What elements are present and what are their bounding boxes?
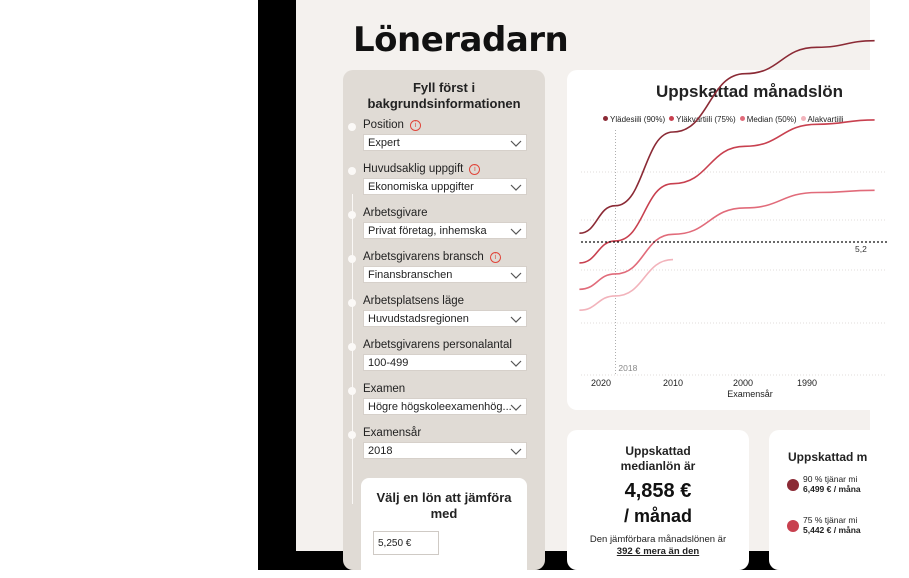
app-screen [296, 0, 870, 557]
monitor-bezel-left [258, 0, 296, 570]
field-label-text: Position [363, 119, 404, 131]
select-value: 2018 [368, 445, 393, 457]
field-select[interactable] [363, 266, 527, 283]
field-select[interactable] [363, 398, 527, 415]
select-value: Ekonomiska uppgifter [368, 181, 474, 193]
median-title-line1: Uppskattad [625, 444, 691, 458]
timeline-dot [348, 431, 356, 439]
chevron-down-icon [510, 269, 522, 281]
select-value: Huvudstadsregionen [368, 313, 469, 325]
median-title [567, 444, 749, 474]
chevron-down-icon [510, 401, 522, 413]
field-label-text: Huvudsaklig uppgift [363, 163, 464, 175]
median-salary-unit: / månad [623, 506, 693, 526]
timeline-dot [348, 167, 356, 175]
field-select[interactable] [363, 178, 527, 195]
x-tick-label: 2010 [662, 378, 684, 388]
field-label [363, 119, 421, 131]
salary-line-chart [567, 70, 887, 410]
legend-label: Ylädesiili (90%) [610, 115, 666, 124]
field-label [363, 251, 501, 263]
select-value: Privat företag, inhemska [368, 225, 487, 237]
x-tick-label: 2020 [590, 378, 612, 388]
timeline-dot [348, 343, 356, 351]
timeline-dot [348, 211, 356, 219]
x-tick-label: 2000 [732, 378, 754, 388]
compare-title-line2: med [430, 506, 458, 521]
x-tick-label: 1990 [796, 378, 818, 388]
legend-label: Alakvartiili [807, 115, 844, 124]
percentile-line1: 75 % tjänar mi [803, 515, 858, 525]
percentile-text [803, 515, 861, 535]
timeline-dot [348, 123, 356, 131]
select-value: Högre högskoleexamenhög... [368, 401, 512, 413]
field-select[interactable] [363, 354, 527, 371]
percentile-title: Uppskattad m [788, 450, 868, 464]
chevron-down-icon [510, 137, 522, 149]
marker-label: 2018 [618, 363, 638, 373]
timeline-dot [348, 299, 356, 307]
field-label-text: Arbetsplatsens läge [363, 295, 465, 307]
compare-title-line1: Välj en lön att jämföra [376, 490, 512, 505]
chevron-down-icon [510, 313, 522, 325]
salary-chart-card [567, 70, 887, 410]
compare-title [361, 490, 527, 522]
timeline-dot [348, 255, 356, 263]
field-select[interactable] [363, 310, 527, 327]
compare-salary-box [361, 478, 527, 578]
percentile-dot [787, 479, 799, 491]
reference-label: 5,2 [855, 244, 867, 254]
field-label-text: Examen [363, 383, 406, 395]
chart-title: Uppskattad månadslön [656, 82, 844, 101]
median-salary-card [567, 430, 749, 570]
median-desc-line1: Den jämförbara månadslönen är [589, 534, 727, 545]
page-title: Löneradarn [353, 20, 569, 60]
chevron-down-icon [510, 357, 522, 369]
select-value: 100-499 [368, 357, 409, 369]
median-comparison-text [575, 534, 741, 558]
field-select[interactable] [363, 134, 527, 151]
field-label-text: Arbetsgivarens bransch [363, 251, 484, 263]
background-info-panel [343, 70, 545, 570]
select-value: Finansbranschen [368, 269, 453, 281]
field-select[interactable] [363, 222, 527, 239]
info-circle-icon[interactable]: i [410, 120, 421, 131]
chevron-down-icon [510, 225, 522, 237]
percentile-card [769, 430, 909, 570]
chevron-down-icon [510, 181, 522, 193]
field-label-text: Examensår [363, 427, 422, 439]
form-heading [343, 80, 545, 112]
median-desc-bold: 392 € mera än den [616, 546, 700, 557]
field-label [363, 295, 464, 307]
legend-label: Median (50%) [746, 115, 797, 124]
field-label-text: Arbetsgivarens personalantal [363, 339, 512, 351]
info-circle-icon[interactable]: i [490, 252, 501, 263]
field-label [363, 163, 480, 175]
field-label [363, 383, 405, 395]
select-value: Expert [368, 137, 400, 149]
field-label [363, 427, 421, 439]
series-line [579, 41, 874, 234]
form-heading-line2: bakgrundsinformationen [367, 96, 521, 111]
percentile-line2: 5,442 € / måna [803, 525, 861, 535]
field-select[interactable] [363, 442, 527, 459]
field-label-text: Arbetsgivare [363, 207, 428, 219]
field-label [363, 207, 428, 219]
legend-label: Yläkvartiili (75%) [676, 115, 736, 124]
chevron-down-icon [510, 445, 522, 457]
field-label [363, 339, 512, 351]
compare-salary-input[interactable]: 5,250 € [373, 531, 439, 555]
percentile-line2: 6,499 € / måna [803, 484, 861, 494]
timeline-dot [348, 387, 356, 395]
median-title-line2: medianlön är [620, 459, 696, 473]
percentile-line1: 90 % tjänar mi [803, 474, 858, 484]
median-salary-value: 4,858 € [624, 480, 692, 502]
percentile-text [803, 474, 861, 494]
percentile-dot [787, 520, 799, 532]
form-heading-line1: Fyll först i [412, 80, 476, 95]
x-axis-label: Examensår [727, 389, 773, 399]
info-circle-icon[interactable]: i [469, 164, 480, 175]
